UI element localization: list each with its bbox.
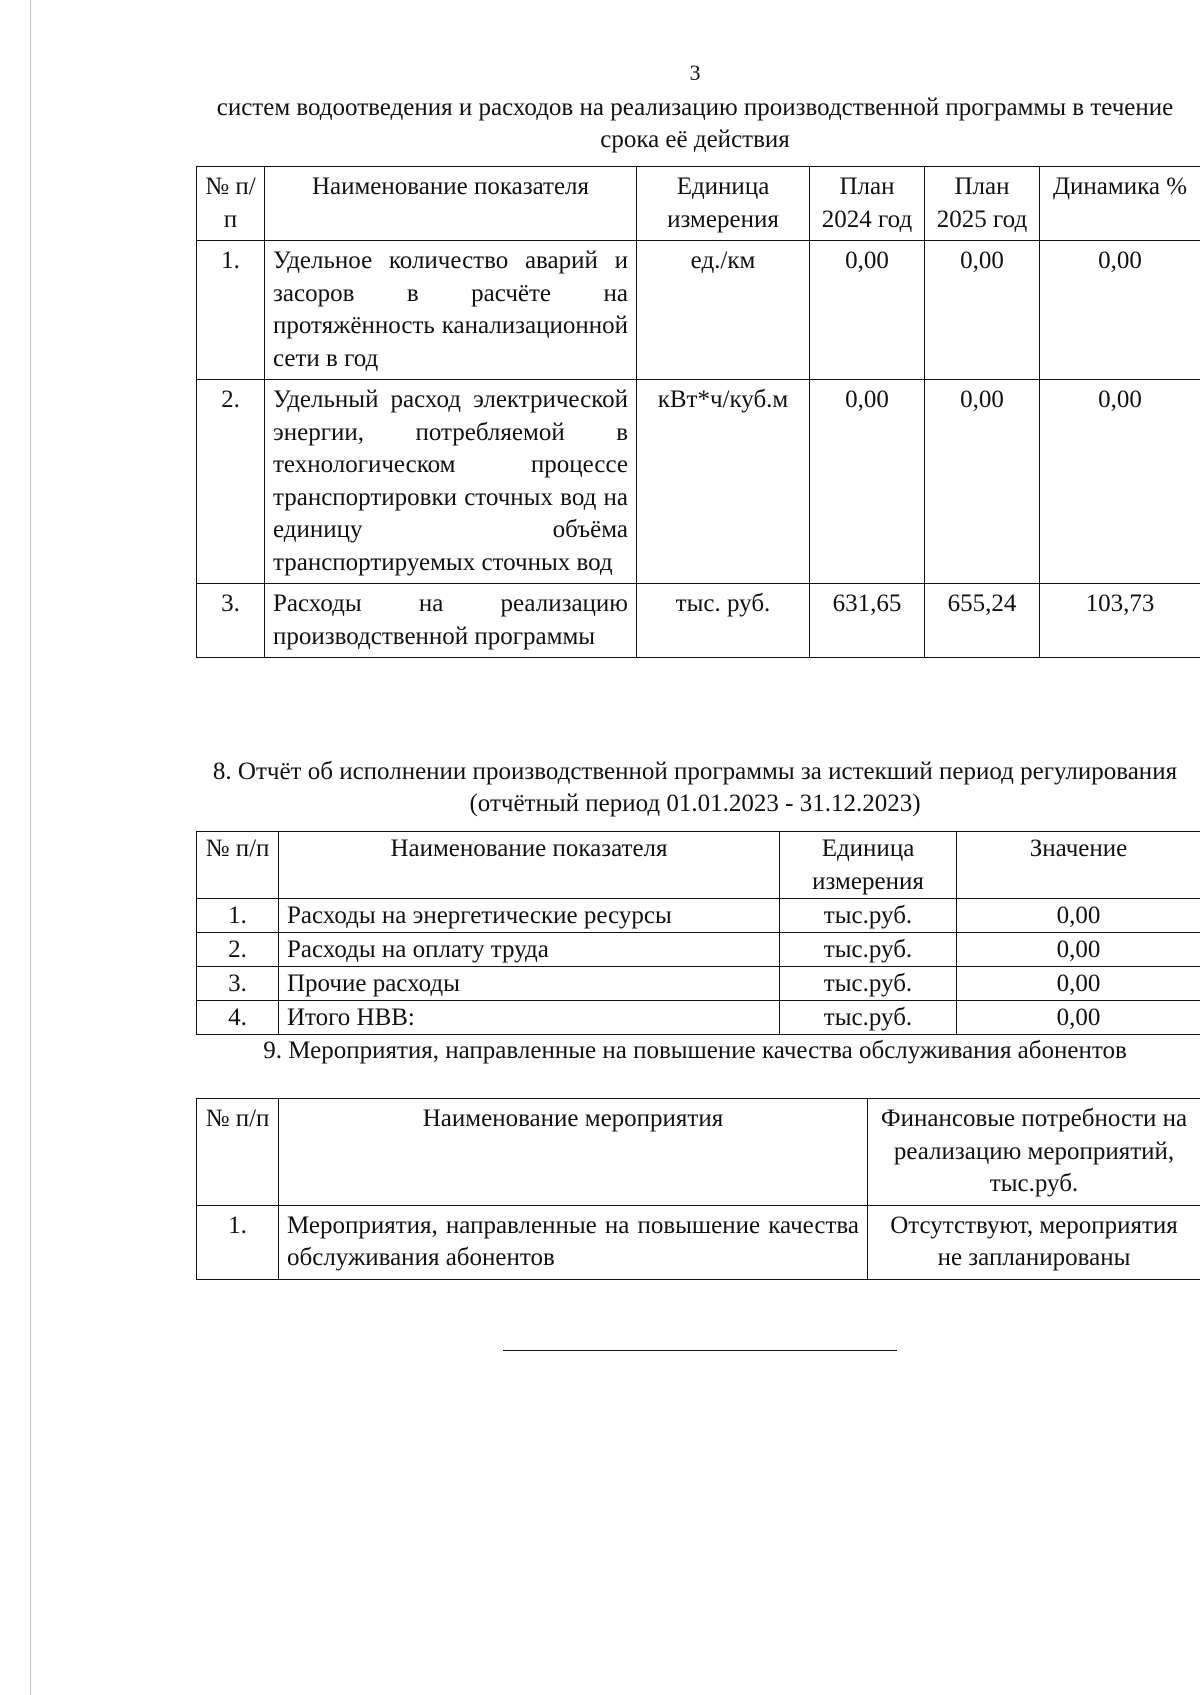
row-number: 3. (197, 584, 265, 658)
col-dynamics-header: Динамика % (1040, 167, 1200, 241)
measures-table (196, 1098, 1200, 1280)
unit: тыс.руб. (780, 899, 957, 933)
indicators-table (196, 166, 1200, 658)
table-header-row (197, 832, 1200, 899)
col-need-header: Финансовые потребности на реализацию мероприятий, тыс.руб. (868, 1099, 1200, 1206)
col-value-header: Значение (957, 832, 1200, 899)
value: 0,00 (957, 967, 1200, 1001)
row-number: 1. (197, 899, 279, 933)
table-row (197, 1205, 1200, 1279)
col-number-header: № п/п (197, 1099, 279, 1206)
col-number-header: № п/п (197, 167, 265, 241)
report-table (196, 831, 1200, 1035)
table-row (197, 241, 1200, 380)
col-name-header: Наименование показателя (265, 167, 637, 241)
unit: тыс. руб. (637, 584, 810, 658)
indicator-name: Удельное количество аварий и засоров в расчёте на протяжённость канализационной сети в год (265, 241, 637, 380)
col-number-header: № п/п (197, 832, 279, 899)
row-number: 1. (197, 241, 265, 380)
section-9-title: 9. Мероприятия, направленные на повышение качества обслуживания абонентов (263, 1037, 1127, 1064)
row-number: 3. (197, 967, 279, 1001)
dynamics: 103,73 (1040, 584, 1200, 658)
financial-need: Отсутствуют, мероприятия не запланированы (868, 1205, 1200, 1279)
measure-name: Мероприятия, направленные на повышение качества обслуживания абонентов (279, 1205, 868, 1279)
value: 0,00 (957, 899, 1200, 933)
indicator-name: Прочие расходы (279, 967, 780, 1001)
section-8-title: 8. Отчёт об исполнении производственной программы за истекший период регулирования (отчётный период 01.01.2023 - 31.12.2023) (212, 758, 1178, 817)
unit: тыс.руб. (780, 967, 957, 1001)
dynamics: 0,00 (1040, 241, 1200, 380)
unit: кВт*ч/куб.м (637, 380, 810, 584)
row-number: 2. (197, 380, 265, 584)
col-plan2024-header: План 2024 год (810, 167, 925, 241)
indicator-name: Расходы на энергетические ресурсы (279, 899, 780, 933)
plan-2025: 0,00 (925, 241, 1040, 380)
table-row (197, 1001, 1200, 1035)
plan-2024: 0,00 (810, 380, 925, 584)
table-row (197, 933, 1200, 967)
indicator-name: Удельный расход электрической энергии, потребляемой в технологическом процессе транспортировки сточных вод на единицу объёма транспортируемых сточных вод (265, 380, 637, 584)
plan-2025: 0,00 (925, 380, 1040, 584)
dynamics: 0,00 (1040, 380, 1200, 584)
table-row (197, 899, 1200, 933)
unit: тыс.руб. (780, 1001, 957, 1035)
page-margin-line (30, 0, 31, 1695)
plan-2024: 631,65 (810, 584, 925, 658)
table-row (197, 967, 1200, 1001)
table-header-row (197, 1099, 1200, 1206)
row-number: 4. (197, 1001, 279, 1035)
col-name-header: Наименование мероприятия (279, 1099, 868, 1206)
plan-2024: 0,00 (810, 241, 925, 380)
end-rule (503, 1350, 897, 1351)
table-row (197, 584, 1200, 658)
table-heading-continuation: систем водоотведения и расходов на реализацию производственной программы в течение срока её действия (216, 94, 1174, 153)
col-unit-header: Единица измерения (637, 167, 810, 241)
row-number: 1. (197, 1205, 279, 1279)
table-header-row (197, 167, 1200, 241)
indicator-name: Расходы на оплату труда (279, 933, 780, 967)
unit: тыс.руб. (780, 933, 957, 967)
col-plan2025-header: План 2025 год (925, 167, 1040, 241)
col-name-header: Наименование показателя (279, 832, 780, 899)
indicator-name: Расходы на реализацию производственной программы (265, 584, 637, 658)
col-unit-header: Единица измерения (780, 832, 957, 899)
value: 0,00 (957, 933, 1200, 967)
value: 0,00 (957, 1001, 1200, 1035)
row-number: 2. (197, 933, 279, 967)
plan-2025: 655,24 (925, 584, 1040, 658)
unit: ед./км (637, 241, 810, 380)
page-number: 3 (689, 60, 701, 85)
table-row (197, 380, 1200, 584)
indicator-name: Итого НВВ: (279, 1001, 780, 1035)
